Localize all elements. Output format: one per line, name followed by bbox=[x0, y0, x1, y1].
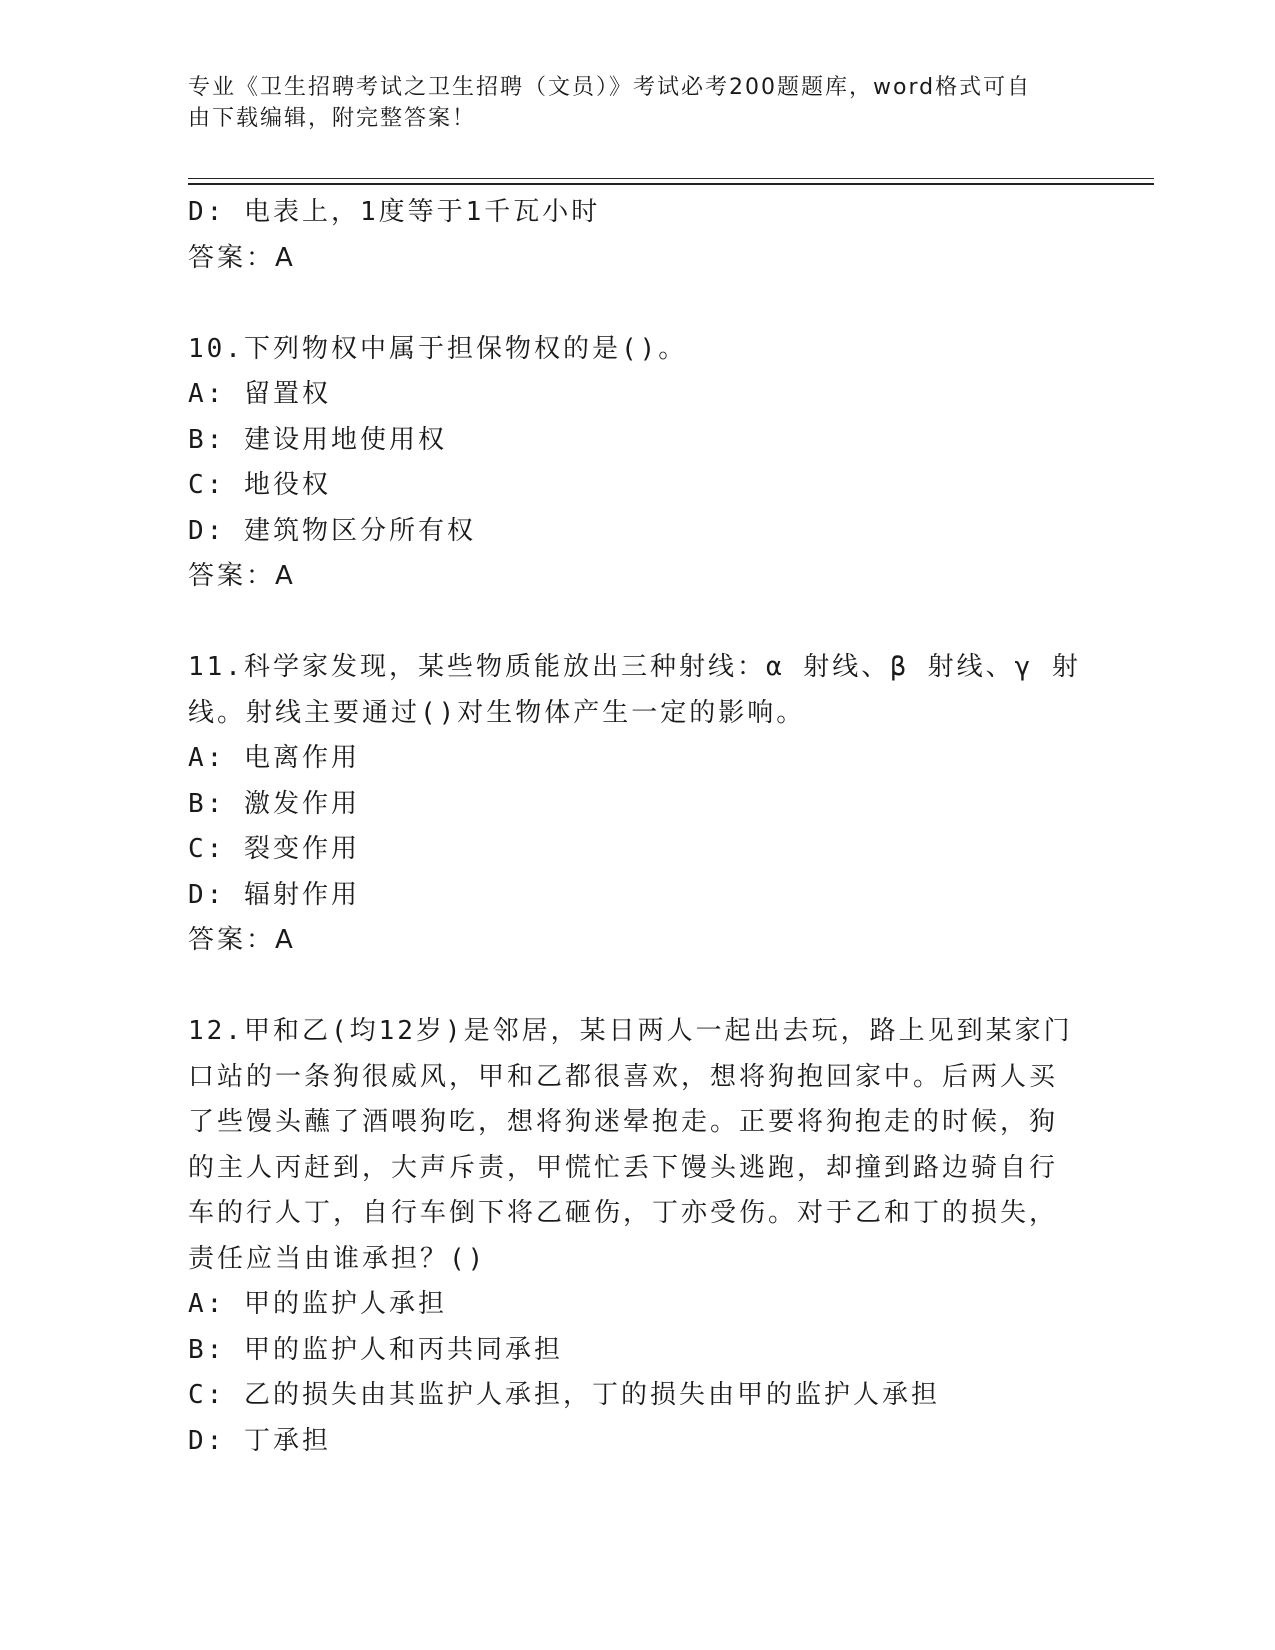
q12-title-line-1: 12.甲和乙(均12岁)是邻居，某日两人一起出去玩，路上见到某家门 bbox=[188, 1016, 1073, 1046]
q12-option-b: B: 甲的监护人和丙共同承担 bbox=[188, 1334, 563, 1365]
q11-answer: 答案：A bbox=[188, 925, 296, 955]
q12-option-d: D: 丁承担 bbox=[188, 1425, 331, 1456]
q9-answer: 答案：A bbox=[188, 242, 296, 273]
header-line-2: 由下载编辑，附完整答案！ bbox=[188, 106, 477, 131]
spacer bbox=[188, 600, 1068, 646]
q10-answer: 答案：A bbox=[188, 561, 296, 591]
q11-title-line-2: 线。射线主要通过()对生物体产生一定的影响。 bbox=[188, 697, 806, 728]
q9-option-d: D: 电表上，1度等于1千瓦小时 bbox=[188, 197, 601, 227]
q12-title-line-2: 口站的一条狗很威风，甲和乙都很喜欢，想将狗抱回家中。后两人买 bbox=[188, 1061, 1059, 1092]
spacer bbox=[188, 964, 1068, 1010]
q10-option-b: B: 建设用地使用权 bbox=[188, 424, 447, 455]
q10-option-a: A: 留置权 bbox=[188, 379, 331, 409]
header-divider-thin bbox=[188, 178, 1154, 179]
q10-option-d: D: 建筑物区分所有权 bbox=[188, 515, 476, 546]
q11-option-c: C: 裂变作用 bbox=[188, 834, 360, 864]
q12-option-c: C: 乙的损失由其监护人承担，丁的损失由甲的监护人承担 bbox=[188, 1380, 940, 1410]
header-line-1: 专业《卫生招聘考试之卫生招聘（文员）》考试必考200题题库，word格式可自 bbox=[188, 75, 1032, 100]
q10-title: 10.下列物权中属于担保物权的是()。 bbox=[188, 333, 688, 364]
q12-title-line-6: 责任应当由谁承担？() bbox=[188, 1243, 487, 1274]
q11-option-d: D: 辐射作用 bbox=[188, 879, 360, 910]
q11-option-a: A: 电离作用 bbox=[188, 743, 360, 773]
q10-option-c: C: 地役权 bbox=[188, 470, 331, 500]
q12-title-line-5: 车的行人丁，自行车倒下将乙砸伤，丁亦受伤。对于乙和丁的损失， bbox=[188, 1198, 1059, 1228]
q12-title-line-3: 了些馒头蘸了酒喂狗吃，想将狗迷晕抱走。正要将狗抱走的时候，狗 bbox=[188, 1107, 1059, 1137]
q12-title-line-4: 的主人丙赶到，大声斥责，甲慌忙丢下馒头逃跑，却撞到路边骑自行 bbox=[188, 1152, 1059, 1183]
q12-option-a: A: 甲的监护人承担 bbox=[188, 1289, 447, 1319]
header-divider-thick bbox=[188, 183, 1154, 185]
q11-title-line-1: 11.科学家发现，某些物质能放出三种射线：α 射线、β 射线、γ 射 bbox=[188, 652, 1081, 682]
spacer bbox=[188, 281, 1068, 327]
question-content bbox=[188, 190, 1081, 1464]
document-header bbox=[188, 72, 1068, 134]
q11-option-b: B: 激发作用 bbox=[188, 788, 360, 819]
